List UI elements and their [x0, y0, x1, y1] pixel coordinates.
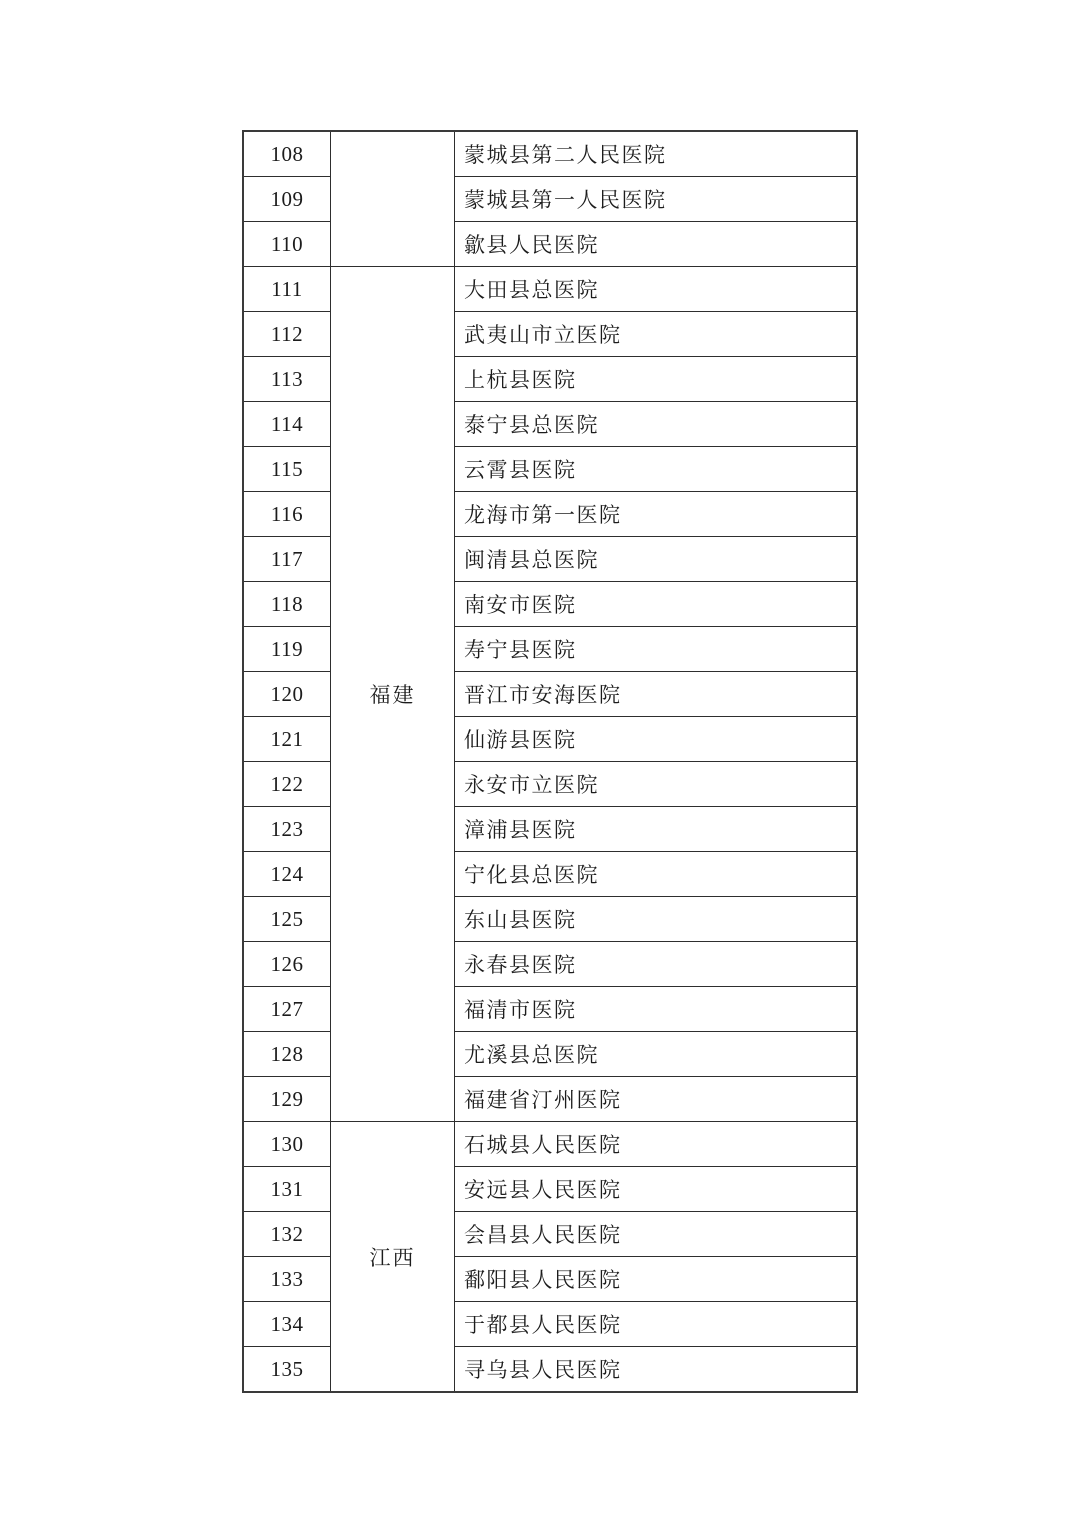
- row-number-cell: 132: [243, 1212, 331, 1257]
- row-number-cell: 112: [243, 312, 331, 357]
- hospital-name-cell: 于都县人民医院: [455, 1302, 858, 1347]
- row-number-cell: 114: [243, 402, 331, 447]
- row-number-cell: 117: [243, 537, 331, 582]
- hospital-name-cell: 歙县人民医院: [455, 222, 858, 267]
- row-number-cell: 126: [243, 942, 331, 987]
- hospital-name-cell: 龙海市第一医院: [455, 492, 858, 537]
- hospital-name-cell: 仙游县医院: [455, 717, 858, 762]
- hospital-roster-table-body: [243, 131, 857, 1392]
- row-number-cell: 134: [243, 1302, 331, 1347]
- hospital-name-cell: 永春县医院: [455, 942, 858, 987]
- hospital-name-cell: 会昌县人民医院: [455, 1212, 858, 1257]
- province-cell: [331, 131, 455, 267]
- hospital-name-cell: 上杭县医院: [455, 357, 858, 402]
- hospital-name-cell: 蒙城县第一人民医院: [455, 177, 858, 222]
- hospital-name-cell: 寿宁县医院: [455, 627, 858, 672]
- table-row: [243, 1122, 857, 1167]
- row-number-cell: 110: [243, 222, 331, 267]
- hospital-name-cell: 漳浦县医院: [455, 807, 858, 852]
- row-number-cell: 113: [243, 357, 331, 402]
- hospital-name-cell: 安远县人民医院: [455, 1167, 858, 1212]
- hospital-name-cell: 南安市医院: [455, 582, 858, 627]
- hospital-name-cell: 宁化县总医院: [455, 852, 858, 897]
- hospital-name-cell: 鄱阳县人民医院: [455, 1257, 858, 1302]
- hospital-name-cell: 尤溪县总医院: [455, 1032, 858, 1077]
- hospital-roster-table: [242, 130, 858, 1393]
- row-number-cell: 128: [243, 1032, 331, 1077]
- province-cell: 江西: [331, 1122, 455, 1393]
- hospital-name-cell: 福清市医院: [455, 987, 858, 1032]
- row-number-cell: 118: [243, 582, 331, 627]
- row-number-cell: 116: [243, 492, 331, 537]
- hospital-name-cell: 蒙城县第二人民医院: [455, 131, 858, 177]
- row-number-cell: 135: [243, 1347, 331, 1393]
- hospital-name-cell: 闽清县总医院: [455, 537, 858, 582]
- hospital-name-cell: 武夷山市立医院: [455, 312, 858, 357]
- table-row: [243, 267, 857, 312]
- row-number-cell: 125: [243, 897, 331, 942]
- row-number-cell: 108: [243, 131, 331, 177]
- hospital-name-cell: 大田县总医院: [455, 267, 858, 312]
- province-cell: 福建: [331, 267, 455, 1122]
- row-number-cell: 131: [243, 1167, 331, 1212]
- hospital-name-cell: 泰宁县总医院: [455, 402, 858, 447]
- row-number-cell: 109: [243, 177, 331, 222]
- hospital-name-cell: 寻乌县人民医院: [455, 1347, 858, 1393]
- row-number-cell: 120: [243, 672, 331, 717]
- hospital-name-cell: 晋江市安海医院: [455, 672, 858, 717]
- hospital-name-cell: 东山县医院: [455, 897, 858, 942]
- row-number-cell: 130: [243, 1122, 331, 1167]
- row-number-cell: 123: [243, 807, 331, 852]
- table-row: [243, 131, 857, 177]
- row-number-cell: 121: [243, 717, 331, 762]
- row-number-cell: 124: [243, 852, 331, 897]
- hospital-name-cell: 永安市立医院: [455, 762, 858, 807]
- row-number-cell: 129: [243, 1077, 331, 1122]
- row-number-cell: 133: [243, 1257, 331, 1302]
- row-number-cell: 115: [243, 447, 331, 492]
- row-number-cell: 119: [243, 627, 331, 672]
- hospital-name-cell: 石城县人民医院: [455, 1122, 858, 1167]
- row-number-cell: 127: [243, 987, 331, 1032]
- hospital-name-cell: 福建省汀州医院: [455, 1077, 858, 1122]
- hospital-name-cell: 云霄县医院: [455, 447, 858, 492]
- row-number-cell: 122: [243, 762, 331, 807]
- row-number-cell: 111: [243, 267, 331, 312]
